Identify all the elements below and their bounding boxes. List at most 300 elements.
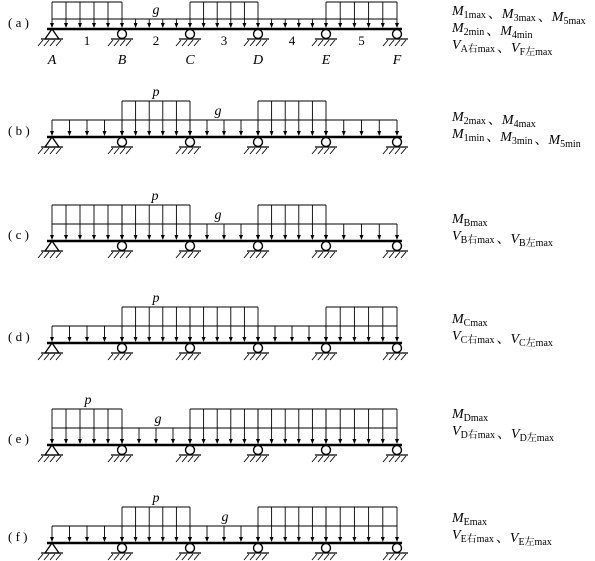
live-load-block-span-5-arrow-head — [381, 537, 385, 542]
support-hatch — [108, 554, 113, 560]
roller-support — [254, 242, 263, 251]
live-load-block-span-4-arrow-head — [297, 537, 301, 542]
support-hatch — [389, 148, 394, 154]
live-load-block-span-5-arrow-head — [395, 439, 399, 444]
load-block-span-3-arrow-head — [256, 23, 260, 28]
support-hatch — [114, 456, 119, 462]
support-hatch — [188, 456, 193, 462]
dead-load-arrow-head — [85, 537, 89, 542]
support-hatch — [330, 554, 335, 560]
live-load-block-span-2-arrow-head — [174, 537, 178, 542]
support-hatch — [176, 354, 181, 360]
live-load-block-span-5-arrow-head — [338, 439, 342, 444]
support-hatch — [383, 456, 388, 462]
roller-support — [118, 30, 127, 39]
dead-load-arrow-head — [161, 23, 165, 28]
result-expression — [451, 212, 488, 229]
support-hatch — [262, 554, 267, 560]
dead-load-arrow-head — [283, 23, 287, 28]
support-hatch — [262, 252, 267, 258]
result-separator: 、 — [495, 531, 510, 546]
support-hatch — [56, 252, 61, 258]
support-hatch — [395, 456, 400, 462]
result-subscript: Bmax — [463, 218, 488, 229]
support-hatch — [318, 40, 323, 46]
live-load-block-span-2-arrow-head — [174, 131, 178, 136]
result-variable: M — [452, 511, 464, 526]
result-variable: V — [452, 38, 461, 53]
support-hatch — [44, 148, 49, 154]
dead-load-arrow-head — [68, 537, 72, 542]
support-hatch — [108, 252, 113, 258]
span-number: 1 — [83, 33, 91, 48]
support-hatch — [38, 456, 43, 462]
support-hatch — [256, 252, 261, 258]
result-expression — [451, 407, 488, 424]
result-variable: M — [501, 113, 514, 128]
live-load-block-span-2-arrow-head — [161, 537, 165, 542]
support-hatch — [330, 456, 335, 462]
support-hatch — [250, 40, 255, 46]
result-subscript: A右max — [460, 44, 496, 55]
roller-support — [186, 30, 195, 39]
dead-load-arrow-head — [154, 439, 158, 444]
live-load-block-span-1-arrow-head — [64, 235, 68, 240]
live-load-block-span-2-arrow-head — [161, 235, 165, 240]
support-hatch — [383, 252, 388, 258]
live-load-block-span-4-arrow-head — [270, 235, 274, 240]
roller-support — [393, 446, 402, 455]
support-hatch — [256, 148, 261, 154]
load-block-span-3-arrow-head — [242, 23, 246, 28]
roller-support — [254, 446, 263, 455]
dead-load-arrow-head — [68, 337, 72, 342]
live-load-block-span-4-arrow-head — [310, 537, 314, 542]
result-subscript: C左max — [519, 338, 553, 349]
load-block-span-1-arrow-head — [106, 23, 110, 28]
result-variable: M — [452, 21, 464, 36]
dead-load-arrow-head — [174, 23, 178, 28]
span-number: 2 — [152, 33, 160, 48]
result-variable: V — [510, 332, 520, 347]
support-hatch — [256, 554, 261, 560]
support-hatch — [324, 148, 329, 154]
pin-support — [45, 445, 59, 455]
support-hatch — [395, 554, 400, 560]
roller-support — [118, 138, 127, 147]
support-hatch — [114, 554, 119, 560]
support-hatch — [44, 554, 49, 560]
support-hatch — [250, 456, 255, 462]
support-hatch — [50, 252, 55, 258]
live-load-block-span-5-arrow-head — [338, 337, 342, 342]
support-hatch — [389, 40, 394, 46]
support-hatch — [256, 354, 261, 360]
result-subscript: E右max — [460, 534, 494, 545]
support-hatch — [324, 554, 329, 560]
live-load-block-span-4-arrow-head — [270, 537, 274, 542]
live-load-block-span-1-arrow-head — [106, 235, 110, 240]
result-variable: V — [509, 531, 519, 546]
result-subscript: B左max — [519, 238, 553, 249]
support-label: E — [321, 53, 331, 68]
live-load-block-span-5-arrow-head — [367, 439, 371, 444]
live-load-block-span-2-arrow-head — [147, 337, 151, 342]
support-hatch — [176, 40, 181, 46]
dead-load-arrow-head — [290, 337, 294, 342]
support-hatch — [318, 354, 323, 360]
load-symbol-g: g — [152, 3, 160, 18]
support-hatch — [244, 354, 249, 360]
live-load-block-span-2-arrow-head — [134, 131, 138, 136]
result-separator: 、 — [487, 7, 502, 22]
support-hatch — [312, 40, 317, 46]
result-expression — [451, 21, 532, 41]
live-load-block-span-5-arrow-head — [352, 537, 356, 542]
live-load-block-span-2-arrow-head — [174, 337, 178, 342]
pin-support — [45, 137, 59, 147]
roller-support — [186, 344, 195, 353]
live-load-block-span-5-arrow-head — [381, 337, 385, 342]
live-load-block-span-4-arrow-head — [283, 131, 287, 136]
result-variable: M — [452, 212, 464, 227]
dead-load-arrow-head — [239, 235, 243, 240]
support-hatch — [182, 554, 187, 560]
live-load-block-span-4-arrow-head — [256, 131, 260, 136]
support-hatch — [401, 40, 406, 46]
live-load-block-span-4-arrow-head — [297, 439, 301, 444]
dead-load-arrow-head — [205, 235, 209, 240]
live-load-block-span-2-arrow-head — [147, 537, 151, 542]
support-hatch — [126, 252, 131, 258]
result-subscript: D左max — [519, 433, 555, 444]
support-hatch — [182, 456, 187, 462]
live-load-block-span-2-arrow-head — [147, 131, 151, 136]
result-variable: M — [551, 10, 564, 25]
load-symbol-g: g — [214, 104, 222, 119]
support-hatch — [44, 252, 49, 258]
load-case-f — [8, 491, 408, 560]
support-hatch — [383, 40, 388, 46]
live-load-block-span-4-arrow-head — [310, 131, 314, 136]
load-case-a — [8, 2, 408, 68]
result-expression — [451, 312, 488, 329]
case-label: ( f ) — [8, 529, 28, 544]
load-block-span-5-arrow-head — [338, 23, 342, 28]
result-variable: M — [452, 110, 464, 125]
roller-support — [322, 446, 331, 455]
support-hatch — [176, 554, 181, 560]
dead-load-arrow-head — [137, 439, 141, 444]
result-variable: V — [511, 427, 520, 442]
live-load-block-span-5-arrow-head — [381, 439, 385, 444]
support-hatch — [126, 354, 131, 360]
result-variable: V — [452, 424, 461, 439]
live-load-block-span-1-arrow-head — [78, 235, 82, 240]
support-hatch — [395, 148, 400, 154]
load-case-d — [8, 291, 408, 360]
support-hatch — [120, 554, 125, 560]
load-symbol-p: p — [151, 189, 159, 204]
load-block-span-1-arrow-head — [50, 23, 54, 28]
result-list — [451, 110, 581, 150]
support-hatch — [383, 148, 388, 154]
dead-load-arrow-head — [103, 131, 107, 136]
support-hatch — [56, 554, 61, 560]
span-number: 4 — [288, 33, 296, 48]
support-hatch — [44, 354, 49, 360]
live-load-block-span-3-arrow-head — [202, 439, 206, 444]
result-variable: M — [548, 133, 561, 148]
result-expression — [451, 4, 586, 27]
support-hatch — [56, 148, 61, 154]
case-label: ( e ) — [8, 431, 29, 446]
support-hatch — [50, 40, 55, 46]
result-subscript: 4min — [511, 30, 533, 41]
dead-load-arrow-head — [222, 235, 226, 240]
support-hatch — [312, 554, 317, 560]
live-load-block-span-2-arrow-head — [134, 537, 138, 542]
result-variable: M — [452, 312, 464, 327]
live-load-block-span-4-arrow-head — [297, 131, 301, 136]
support-hatch — [176, 456, 181, 462]
support-hatch — [114, 40, 119, 46]
live-load-block-span-3-arrow-head — [242, 439, 246, 444]
dead-load-arrow-head — [222, 131, 226, 136]
dead-load-arrow-head — [205, 537, 209, 542]
support-hatch — [108, 354, 113, 360]
support-hatch — [250, 354, 255, 360]
load-block-span-1-arrow-head — [92, 23, 96, 28]
support-label: A — [47, 53, 57, 68]
support-hatch — [182, 148, 187, 154]
load-case-e — [8, 393, 408, 462]
support-hatch — [126, 456, 131, 462]
result-variable: M — [501, 7, 514, 22]
dead-load-arrow-head — [103, 337, 107, 342]
support-hatch — [182, 252, 187, 258]
live-load-block-span-3-arrow-head — [215, 337, 219, 342]
support-hatch — [250, 252, 255, 258]
result-expression — [452, 424, 554, 444]
roller-support — [186, 242, 195, 251]
support-hatch — [244, 40, 249, 46]
support-hatch — [194, 40, 199, 46]
live-load-block-span-2-arrow-head — [120, 131, 124, 136]
load-block-span-1-arrow-head — [78, 23, 82, 28]
case-label: ( d ) — [8, 329, 30, 344]
dead-load-arrow-head — [50, 537, 54, 542]
dead-load-arrow-head — [297, 23, 301, 28]
support-hatch — [108, 40, 113, 46]
load-block-span-5-arrow-head — [381, 23, 385, 28]
support-hatch — [50, 148, 55, 154]
support-hatch — [56, 456, 61, 462]
dead-load-arrow-head — [205, 131, 209, 136]
result-expression — [452, 38, 552, 58]
support-hatch — [188, 40, 193, 46]
roller-support — [393, 242, 402, 251]
live-load-block-span-3-arrow-head — [229, 439, 233, 444]
dead-load-arrow-head — [85, 131, 89, 136]
live-load-block-span-2-arrow-head — [120, 235, 124, 240]
live-load-block-span-5-arrow-head — [324, 439, 328, 444]
support-hatch — [44, 40, 49, 46]
load-block-span-1-arrow-head — [64, 23, 68, 28]
support-hatch — [108, 148, 113, 154]
support-hatch — [324, 252, 329, 258]
support-hatch — [250, 554, 255, 560]
support-hatch — [114, 148, 119, 154]
dead-load-arrow-head — [171, 439, 175, 444]
dead-load-arrow-head — [360, 235, 364, 240]
load-block-span-5-arrow-head — [352, 23, 356, 28]
support-hatch — [318, 554, 323, 560]
result-subscript: C右max — [460, 335, 495, 346]
result-subscript: 3max — [513, 13, 536, 24]
case-label: ( a ) — [8, 15, 29, 30]
dead-load-arrow-head — [377, 131, 381, 136]
support-hatch — [262, 40, 267, 46]
support-hatch — [330, 252, 335, 258]
support-hatch — [108, 456, 113, 462]
roller-support — [322, 544, 331, 553]
load-block-span-5-arrow-head — [367, 23, 371, 28]
result-separator: 、 — [497, 41, 512, 56]
support-hatch — [250, 148, 255, 154]
support-hatch — [176, 148, 181, 154]
result-expression — [452, 528, 552, 548]
live-load-block-span-2-arrow-head — [120, 537, 124, 542]
support-hatch — [262, 148, 267, 154]
support-hatch — [244, 554, 249, 560]
result-separator: 、 — [534, 133, 549, 148]
roller-support — [322, 242, 331, 251]
support-hatch — [324, 456, 329, 462]
roller-support — [186, 138, 195, 147]
result-subscript: 3min — [511, 136, 533, 147]
live-load-block-span-5-arrow-head — [395, 537, 399, 542]
roller-support — [186, 544, 195, 553]
support-hatch — [389, 554, 394, 560]
dead-load-arrow-head — [310, 23, 314, 28]
load-symbol-p: p — [84, 393, 92, 408]
result-expression — [451, 110, 536, 130]
support-hatch — [38, 354, 43, 360]
load-symbol-g: g — [214, 208, 222, 223]
support-hatch — [182, 40, 187, 46]
span-number: 5 — [358, 33, 365, 48]
live-load-block-span-4-arrow-head — [283, 235, 287, 240]
load-symbol-p: p — [152, 85, 160, 100]
roller-support — [393, 344, 402, 353]
support-hatch — [244, 148, 249, 154]
support-label: C — [185, 53, 195, 68]
pin-support — [45, 543, 59, 553]
roller-support — [322, 30, 331, 39]
result-subscript: 1max — [463, 10, 486, 21]
result-list — [451, 4, 586, 58]
live-load-block-span-3-arrow-head — [229, 337, 233, 342]
live-load-block-span-5-arrow-head — [352, 439, 356, 444]
live-load-block-span-5-arrow-head — [367, 537, 371, 542]
live-load-block-span-1-arrow-head — [106, 439, 110, 444]
support-hatch — [312, 354, 317, 360]
support-hatch — [324, 354, 329, 360]
dead-load-arrow-head — [50, 131, 54, 136]
dead-load-arrow-head — [85, 337, 89, 342]
live-load-block-span-4-arrow-head — [270, 131, 274, 136]
live-load-block-span-1-arrow-head — [78, 439, 82, 444]
live-load-block-span-5-arrow-head — [367, 337, 371, 342]
live-load-block-span-2-arrow-head — [161, 337, 165, 342]
support-hatch — [401, 354, 406, 360]
support-hatch — [401, 456, 406, 462]
result-variable: V — [452, 329, 461, 344]
roller-support — [393, 544, 402, 553]
dead-load-arrow-head — [377, 235, 381, 240]
support-hatch — [383, 554, 388, 560]
live-load-block-span-1-arrow-head — [120, 439, 124, 444]
live-load-block-span-3-arrow-head — [256, 337, 260, 342]
result-variable: M — [452, 407, 464, 422]
live-load-block-span-5-arrow-head — [324, 337, 328, 342]
live-load-block-span-5-arrow-head — [324, 537, 328, 542]
support-hatch — [126, 148, 131, 154]
result-expression — [452, 229, 553, 249]
pin-support — [45, 241, 59, 251]
support-hatch — [126, 554, 131, 560]
live-load-block-span-3-arrow-head — [188, 337, 192, 342]
live-load-block-span-1-arrow-head — [50, 439, 54, 444]
dead-load-arrow-head — [307, 337, 311, 342]
result-subscript: B右max — [460, 235, 495, 246]
support-label: D — [252, 53, 264, 68]
result-list — [451, 407, 554, 444]
support-hatch — [188, 148, 193, 154]
result-separator: 、 — [486, 130, 501, 145]
result-separator: 、 — [496, 232, 511, 247]
live-load-block-span-3-arrow-head — [188, 439, 192, 444]
live-load-block-span-4-arrow-head — [256, 537, 260, 542]
support-hatch — [330, 354, 335, 360]
result-subscript: F左max — [519, 47, 553, 58]
result-subscript: 1min — [463, 133, 485, 144]
result-variable: V — [452, 528, 461, 543]
load-symbol-g: g — [154, 412, 162, 427]
result-separator: 、 — [486, 24, 501, 39]
load-block-span-3-arrow-head — [202, 23, 206, 28]
support-hatch — [38, 40, 43, 46]
support-hatch — [188, 554, 193, 560]
result-expression — [451, 511, 487, 528]
roller-support — [118, 446, 127, 455]
result-separator: 、 — [537, 10, 552, 25]
load-block-span-5-arrow-head — [324, 23, 328, 28]
support-label: B — [117, 53, 127, 68]
result-subscript: 5max — [563, 16, 586, 27]
result-variable: M — [452, 127, 464, 142]
live-load-block-span-5-arrow-head — [395, 337, 399, 342]
live-load-block-span-4-arrow-head — [324, 131, 328, 136]
live-load-block-span-1-arrow-head — [92, 235, 96, 240]
roller-support — [118, 344, 127, 353]
result-variable: V — [510, 232, 520, 247]
support-hatch — [120, 40, 125, 46]
roller-support — [254, 344, 263, 353]
support-hatch — [395, 40, 400, 46]
support-hatch — [50, 354, 55, 360]
